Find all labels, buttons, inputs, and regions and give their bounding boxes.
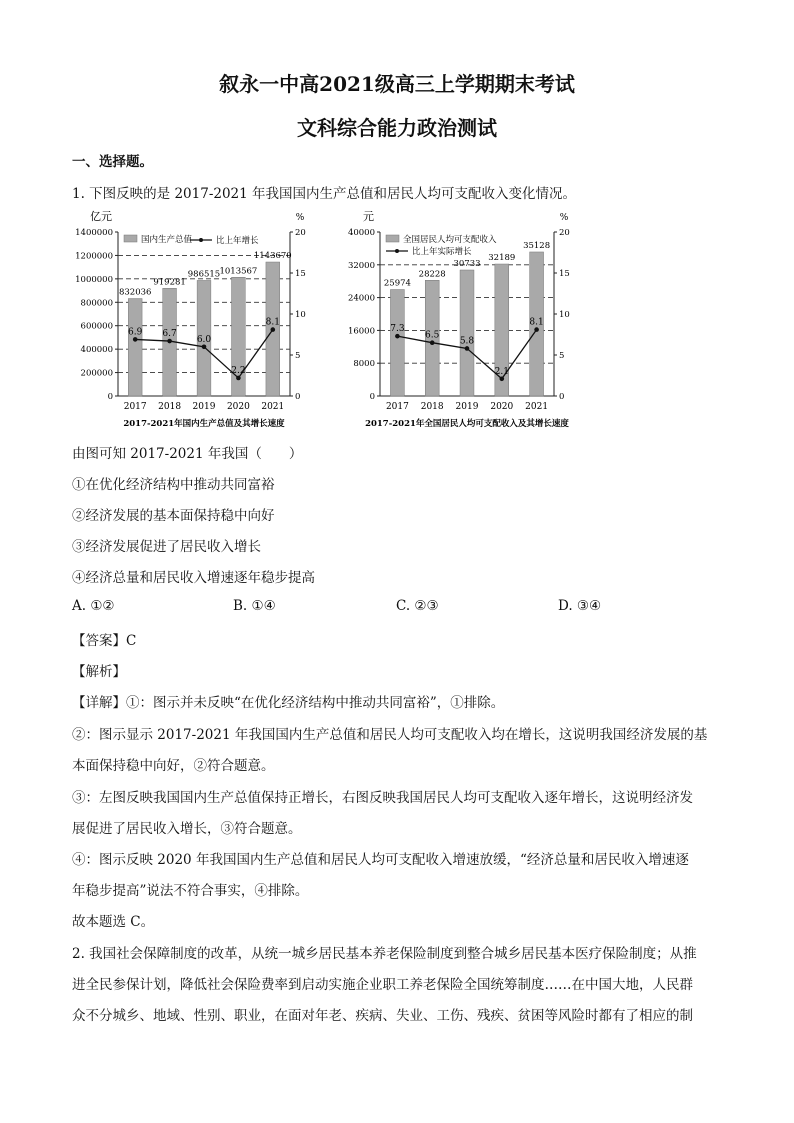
page-subtitle: 文科综合能力政治测试 bbox=[297, 116, 497, 140]
analysis-line-5: 展促进了居民收入增长，③符合题意。 bbox=[72, 821, 302, 837]
answer: 【答案】C bbox=[72, 633, 137, 649]
x-tick-label: 2018 bbox=[158, 402, 182, 412]
left-tick-label: 0 bbox=[107, 392, 113, 402]
growth-value-label: 8.1 bbox=[265, 317, 280, 328]
q1-item-2: ②经济发展的基本面保持稳中向好 bbox=[72, 508, 275, 524]
bar bbox=[390, 290, 404, 396]
left-tick-label: 1200000 bbox=[75, 251, 113, 262]
legend-bar-label: 全国居民人均可支配收入 bbox=[403, 235, 497, 245]
legend-bar-swatch bbox=[124, 235, 137, 242]
bar-value-label: 32189 bbox=[488, 253, 516, 264]
q2-line-3: 众不分城乡、地域、性别、职业，在面对年老、疾病、失业、工伤、残疾、贫困等风险时都有了相应的制 bbox=[72, 1008, 693, 1024]
legend-line-label: 比上年增长 bbox=[216, 236, 259, 246]
section-heading: 一、选择题。 bbox=[72, 154, 153, 170]
growth-point bbox=[465, 346, 470, 351]
analysis-line-1: 【详解】①：图示并未反映“在优化经济结构中推动共同富裕”，①排除。 bbox=[72, 695, 505, 711]
right-tick-label: 15 bbox=[559, 269, 570, 279]
left-tick-label: 40000 bbox=[347, 228, 375, 238]
growth-point bbox=[534, 327, 539, 332]
left-tick-label: 1000000 bbox=[75, 274, 113, 285]
x-tick-label: 2021 bbox=[261, 402, 285, 412]
income-chart bbox=[336, 208, 598, 430]
right-tick-label: 20 bbox=[559, 228, 570, 238]
right-tick-label: 15 bbox=[295, 269, 306, 279]
growth-value-label: 6.9 bbox=[128, 327, 143, 338]
growth-value-label: 6.0 bbox=[196, 334, 212, 345]
bar-value-label: 35128 bbox=[523, 240, 551, 251]
bar-value-label: 832036 bbox=[118, 287, 152, 298]
x-tick-label: 2021 bbox=[525, 402, 549, 412]
analysis-line-3: 本面保持稳中向好，②符合题意。 bbox=[72, 758, 275, 774]
left-tick-label: 200000 bbox=[80, 368, 113, 379]
left-tick-label: 1400000 bbox=[75, 228, 113, 238]
left-unit-label: 元 bbox=[363, 210, 374, 223]
bar-value-label: 1013567 bbox=[219, 266, 258, 277]
left-tick-label: 8000 bbox=[353, 359, 375, 370]
chart-caption: 2017-2021年国内生产总值及其增长速度 bbox=[123, 419, 285, 429]
growth-value-label: 7.3 bbox=[390, 324, 405, 335]
legend-bar-swatch bbox=[386, 235, 399, 242]
x-tick-label: 2020 bbox=[490, 402, 514, 412]
analysis-line-6: ④：图示反映 2020 年我国国内生产总值和居民人均可支配收入增速放缓，“经济总量和居民收入增速逐 bbox=[72, 852, 689, 868]
bar-value-label: 919281 bbox=[153, 277, 186, 288]
growth-point bbox=[271, 327, 276, 332]
growth-value-label: 6.5 bbox=[425, 330, 440, 341]
growth-point bbox=[167, 339, 172, 344]
bar bbox=[128, 299, 142, 396]
analysis-line-2: ②：图示显示 2017-2021 年我国国内生产总值和居民人均可支配收入均在增长，这说明我国经济发展的基 bbox=[72, 727, 708, 743]
q1-item-4: ④经济总量和居民收入增速逐年稳步提高 bbox=[72, 570, 315, 586]
option-c: C. ②③ bbox=[396, 598, 439, 614]
q1-stem: 1. 下图反映的是 2017-2021 年我国国内生产总值和居民人均可支配收入变化情况。 bbox=[72, 186, 577, 202]
bar bbox=[460, 270, 474, 396]
left-tick-label: 800000 bbox=[80, 298, 113, 309]
gdp-chart bbox=[72, 208, 322, 430]
bar-value-label: 25974 bbox=[383, 278, 411, 289]
x-tick-label: 2020 bbox=[226, 402, 250, 412]
q1-question: 由图可知 2017-2021 年我国（ ） bbox=[72, 446, 303, 462]
right-tick-label: 5 bbox=[295, 351, 301, 361]
analysis-line-7: 年稳步提高”说法不符合事实，④排除。 bbox=[72, 883, 309, 899]
x-tick-label: 2017 bbox=[123, 402, 147, 412]
q1-item-3: ③经济发展促进了居民收入增长 bbox=[72, 539, 261, 555]
chart-caption: 2017-2021年全国居民人均可支配收入及其增长速度 bbox=[365, 419, 569, 429]
bar-value-label: 986515 bbox=[187, 269, 221, 280]
growth-point bbox=[500, 376, 505, 381]
growth-point bbox=[430, 340, 435, 345]
legend-line-marker bbox=[395, 249, 399, 253]
legend-bar-label: 国内生产总值 bbox=[141, 235, 193, 245]
analysis-conclusion: 故本题选 C。 bbox=[72, 914, 155, 930]
growth-point bbox=[236, 376, 241, 381]
left-tick-label: 32000 bbox=[347, 260, 375, 271]
left-tick-label: 24000 bbox=[347, 293, 375, 304]
legend-line-label: 比上年实际增长 bbox=[412, 247, 472, 257]
growth-point bbox=[133, 337, 138, 342]
q2-line-2: 进全民参保计划，降低社会保险费率到启动实施企业职工养老保险全国统筹制度……在中国大地，人民群 bbox=[72, 977, 693, 993]
x-tick-label: 2019 bbox=[455, 402, 479, 412]
page-title: 叙永一中高2021级高三上学期期末考试 bbox=[219, 72, 575, 96]
growth-value-label: 2.1 bbox=[494, 366, 509, 377]
right-tick-label: 10 bbox=[559, 310, 570, 320]
right-unit-label: % bbox=[295, 213, 305, 223]
option-b: B. ①④ bbox=[233, 598, 276, 614]
growth-value-label: 2.2 bbox=[231, 365, 246, 376]
q1-item-1: ①在优化经济结构中推动共同富裕 bbox=[72, 477, 275, 493]
left-tick-label: 16000 bbox=[347, 326, 375, 337]
legend-line-marker bbox=[199, 238, 203, 242]
right-tick-label: 0 bbox=[295, 392, 301, 402]
bar-value-label: 30733 bbox=[453, 258, 481, 269]
analysis-line-4: ③：左图反映我国国内生产总值保持正增长，右图反映我国居民人均可支配收入逐年增长，这说明经济发 bbox=[72, 790, 693, 806]
growth-point bbox=[395, 334, 400, 339]
bar-value-label: 28228 bbox=[418, 269, 446, 280]
right-tick-label: 10 bbox=[295, 310, 306, 320]
right-unit-label: % bbox=[559, 213, 569, 223]
right-tick-label: 20 bbox=[295, 228, 306, 238]
growth-value-label: 5.8 bbox=[459, 336, 475, 347]
bar-value-label: 1143670 bbox=[253, 251, 292, 262]
q2-line-1: 2. 我国社会保障制度的改革，从统一城乡居民基本养老保险制度到整合城乡居民基本医疗保险制度；从推 bbox=[72, 946, 697, 962]
growth-point bbox=[202, 345, 207, 350]
growth-value-label: 6.7 bbox=[162, 329, 177, 340]
option-a: A. ①② bbox=[72, 598, 115, 614]
growth-value-label: 8.1 bbox=[529, 317, 544, 328]
left-unit-label: 亿元 bbox=[90, 210, 112, 223]
x-tick-label: 2019 bbox=[192, 402, 216, 412]
x-tick-label: 2017 bbox=[385, 402, 409, 412]
left-tick-label: 0 bbox=[369, 392, 375, 402]
x-tick-label: 2018 bbox=[420, 402, 444, 412]
option-d: D. ③④ bbox=[558, 598, 602, 614]
left-tick-label: 600000 bbox=[80, 321, 113, 332]
right-tick-label: 5 bbox=[559, 351, 565, 361]
analysis-label: 【解析】 bbox=[72, 664, 126, 680]
right-tick-label: 0 bbox=[559, 392, 565, 402]
left-tick-label: 400000 bbox=[80, 345, 113, 356]
